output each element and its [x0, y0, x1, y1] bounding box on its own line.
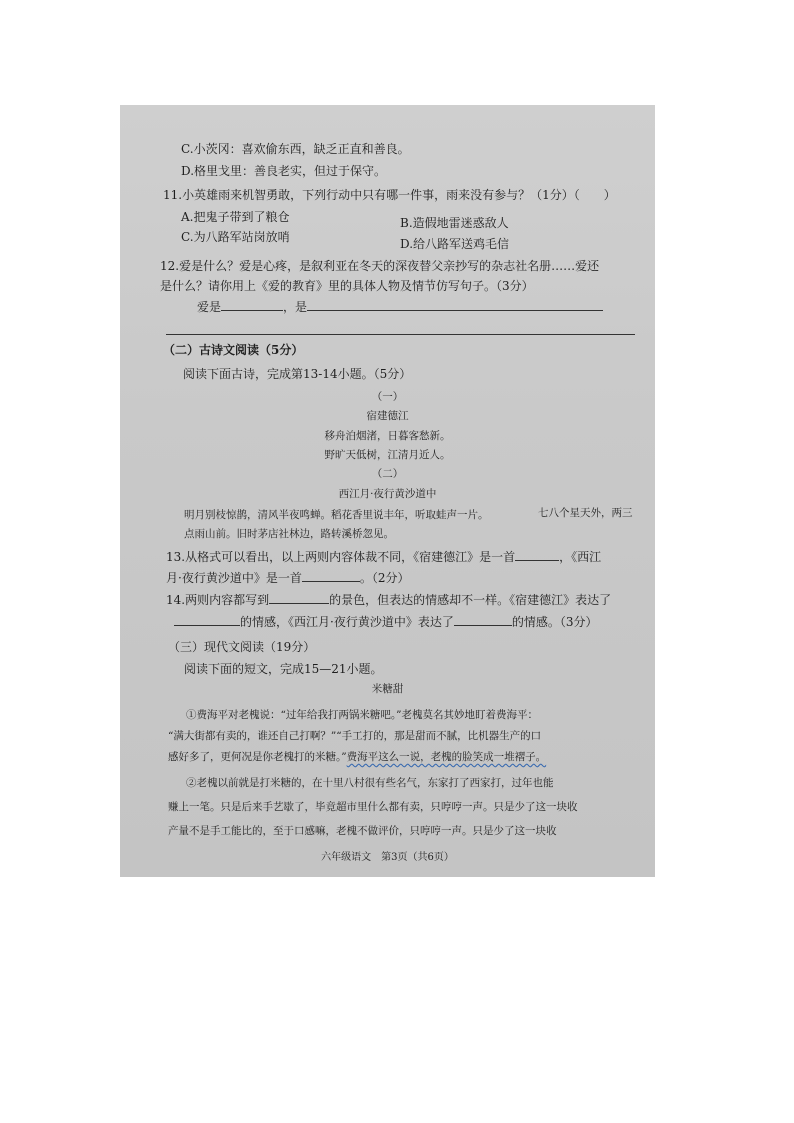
q14-line2 [174, 613, 597, 630]
para1-line3 [168, 749, 546, 765]
q14-text-b: 的景色，但表达的情感却不一样。《宿建德江》表达了 [329, 593, 612, 607]
section3-heading: （三）现代文阅读（19分） [168, 640, 316, 654]
q12-line2: 是什么？请你用上《爱的教育》里的具体人物及情节仿写句子。（3分） [160, 279, 534, 293]
q11-option-b: B.造假地雷迷惑敌人 [400, 216, 509, 230]
poem2-title: 西江月·夜行黄沙道中 [338, 488, 437, 500]
para1-line3-text: 感好多了，更何况是你老槐打的米糖。” [168, 751, 347, 763]
q13-text-c: 月·夜行黄沙道中》是一首 [166, 571, 302, 585]
q13-text-a: 13.从格式可以看出，以上两则内容体裁不同，《宿建德江》是一首 [166, 550, 516, 564]
q14-blank-1[interactable] [269, 591, 329, 604]
q13-line2 [166, 569, 409, 586]
para1-line2: “满大街都有卖的，谁还自己打啊？”“手工打的，那是甜而不腻，比机器生产的口 [168, 730, 542, 742]
q12-blank-2[interactable] [307, 298, 603, 311]
scanned-exam-page [120, 105, 655, 877]
poem1-title: 宿建德江 [366, 410, 409, 422]
q11-option-d: D.给八路军送鸡毛信 [400, 237, 510, 251]
q13-blank-1[interactable] [515, 548, 559, 561]
page-footer: 六年级语文 第3页（共6页） [321, 852, 454, 863]
section2-intro: 阅读下面古诗，完成第13-14小题。（5分） [183, 367, 412, 381]
q11-option-a: A.把鬼子带到了粮仓 [181, 210, 290, 224]
q14-line1 [166, 591, 611, 608]
para2-line3: 产量不是手工能比的，至于口感嘛，老槐不做评价，只哼哼一声。只是少了这一块收 [168, 825, 557, 837]
section2-heading: （二）古诗文阅读（5分） [163, 343, 304, 357]
para2-line1: ②老槐以前就是打米糖的，在十里八村很有些名气，东家打了西家打，过年也能 [186, 777, 554, 789]
q10-option-c: C.小茨冈：喜欢偷东西，缺乏正直和善良。 [181, 142, 410, 156]
poem2-line1a: 明月别枝惊鹊，清风半夜鸣蝉。稻花香里说丰年，听取蛙声一片。 [184, 509, 489, 521]
section3-intro: 阅读下面的短文，完成15—21小题。 [184, 662, 383, 676]
poem1-line1: 移舟泊烟渚，日暮客愁新。 [324, 430, 451, 442]
para2-line2: 赚上一笔。只是后来手艺歇了，毕竟超市里什么都有卖，只哼哼一声。只是少了这一块收 [168, 801, 578, 813]
q12-answer-mid: ，是 [283, 300, 308, 314]
q13-line1 [166, 548, 601, 565]
q12-line1: 12.爱是什么？爱是心疼，是叙利亚在冬天的深夜替父亲抄写的杂志社名册……爱还 [160, 259, 600, 273]
poem2-number: （二） [371, 468, 404, 480]
q11-stem: 11.小英雄雨来机智勇敢，下列行动中只有哪一件事，雨来没有参与？（1分）（ ） [163, 188, 616, 202]
q13-blank-2[interactable] [302, 569, 360, 582]
q12-answer-line [197, 298, 603, 315]
q12-answer-prefix: 爱是 [197, 300, 222, 314]
q14-blank-2[interactable] [174, 613, 240, 626]
q14-blank-3[interactable] [454, 613, 512, 626]
para1-line1: ①费海平对老槐说：“过年给我打两锅米糖吧。”老槐莫名其妙地盯着费海平： [186, 709, 538, 721]
poem2-line1b: 七八个星天外，两三 [538, 507, 633, 519]
q12-blank-1[interactable] [221, 298, 283, 311]
poem1-number: （一） [371, 391, 404, 403]
q14-text-d: 的情感。（3分） [511, 615, 598, 629]
q11-option-c: C.为八路军站岗放哨 [181, 230, 290, 244]
q10-option-d: D.格里戈里：善良老实，但过于保守。 [181, 164, 387, 178]
q14-text-a: 14.两则内容都写到 [166, 593, 270, 607]
q13-text-b: ，《西江 [559, 550, 602, 564]
q12-answer-rule[interactable] [166, 334, 635, 335]
para1-underlined-sentence: 费海平这么一说，老槐的脸笑成一堆褶子。 [346, 751, 547, 763]
q13-text-d: 。（2分） [359, 571, 410, 585]
q14-text-c: 的情感，《西江月·夜行黄沙道中》表达了 [240, 615, 454, 629]
poem2-line2: 点雨山前。旧时茅店社林边，路转溪桥忽见。 [184, 528, 394, 540]
article-title: 米糖甜 [371, 683, 404, 695]
poem1-line2: 野旷天低树，江清月近人。 [324, 449, 451, 461]
